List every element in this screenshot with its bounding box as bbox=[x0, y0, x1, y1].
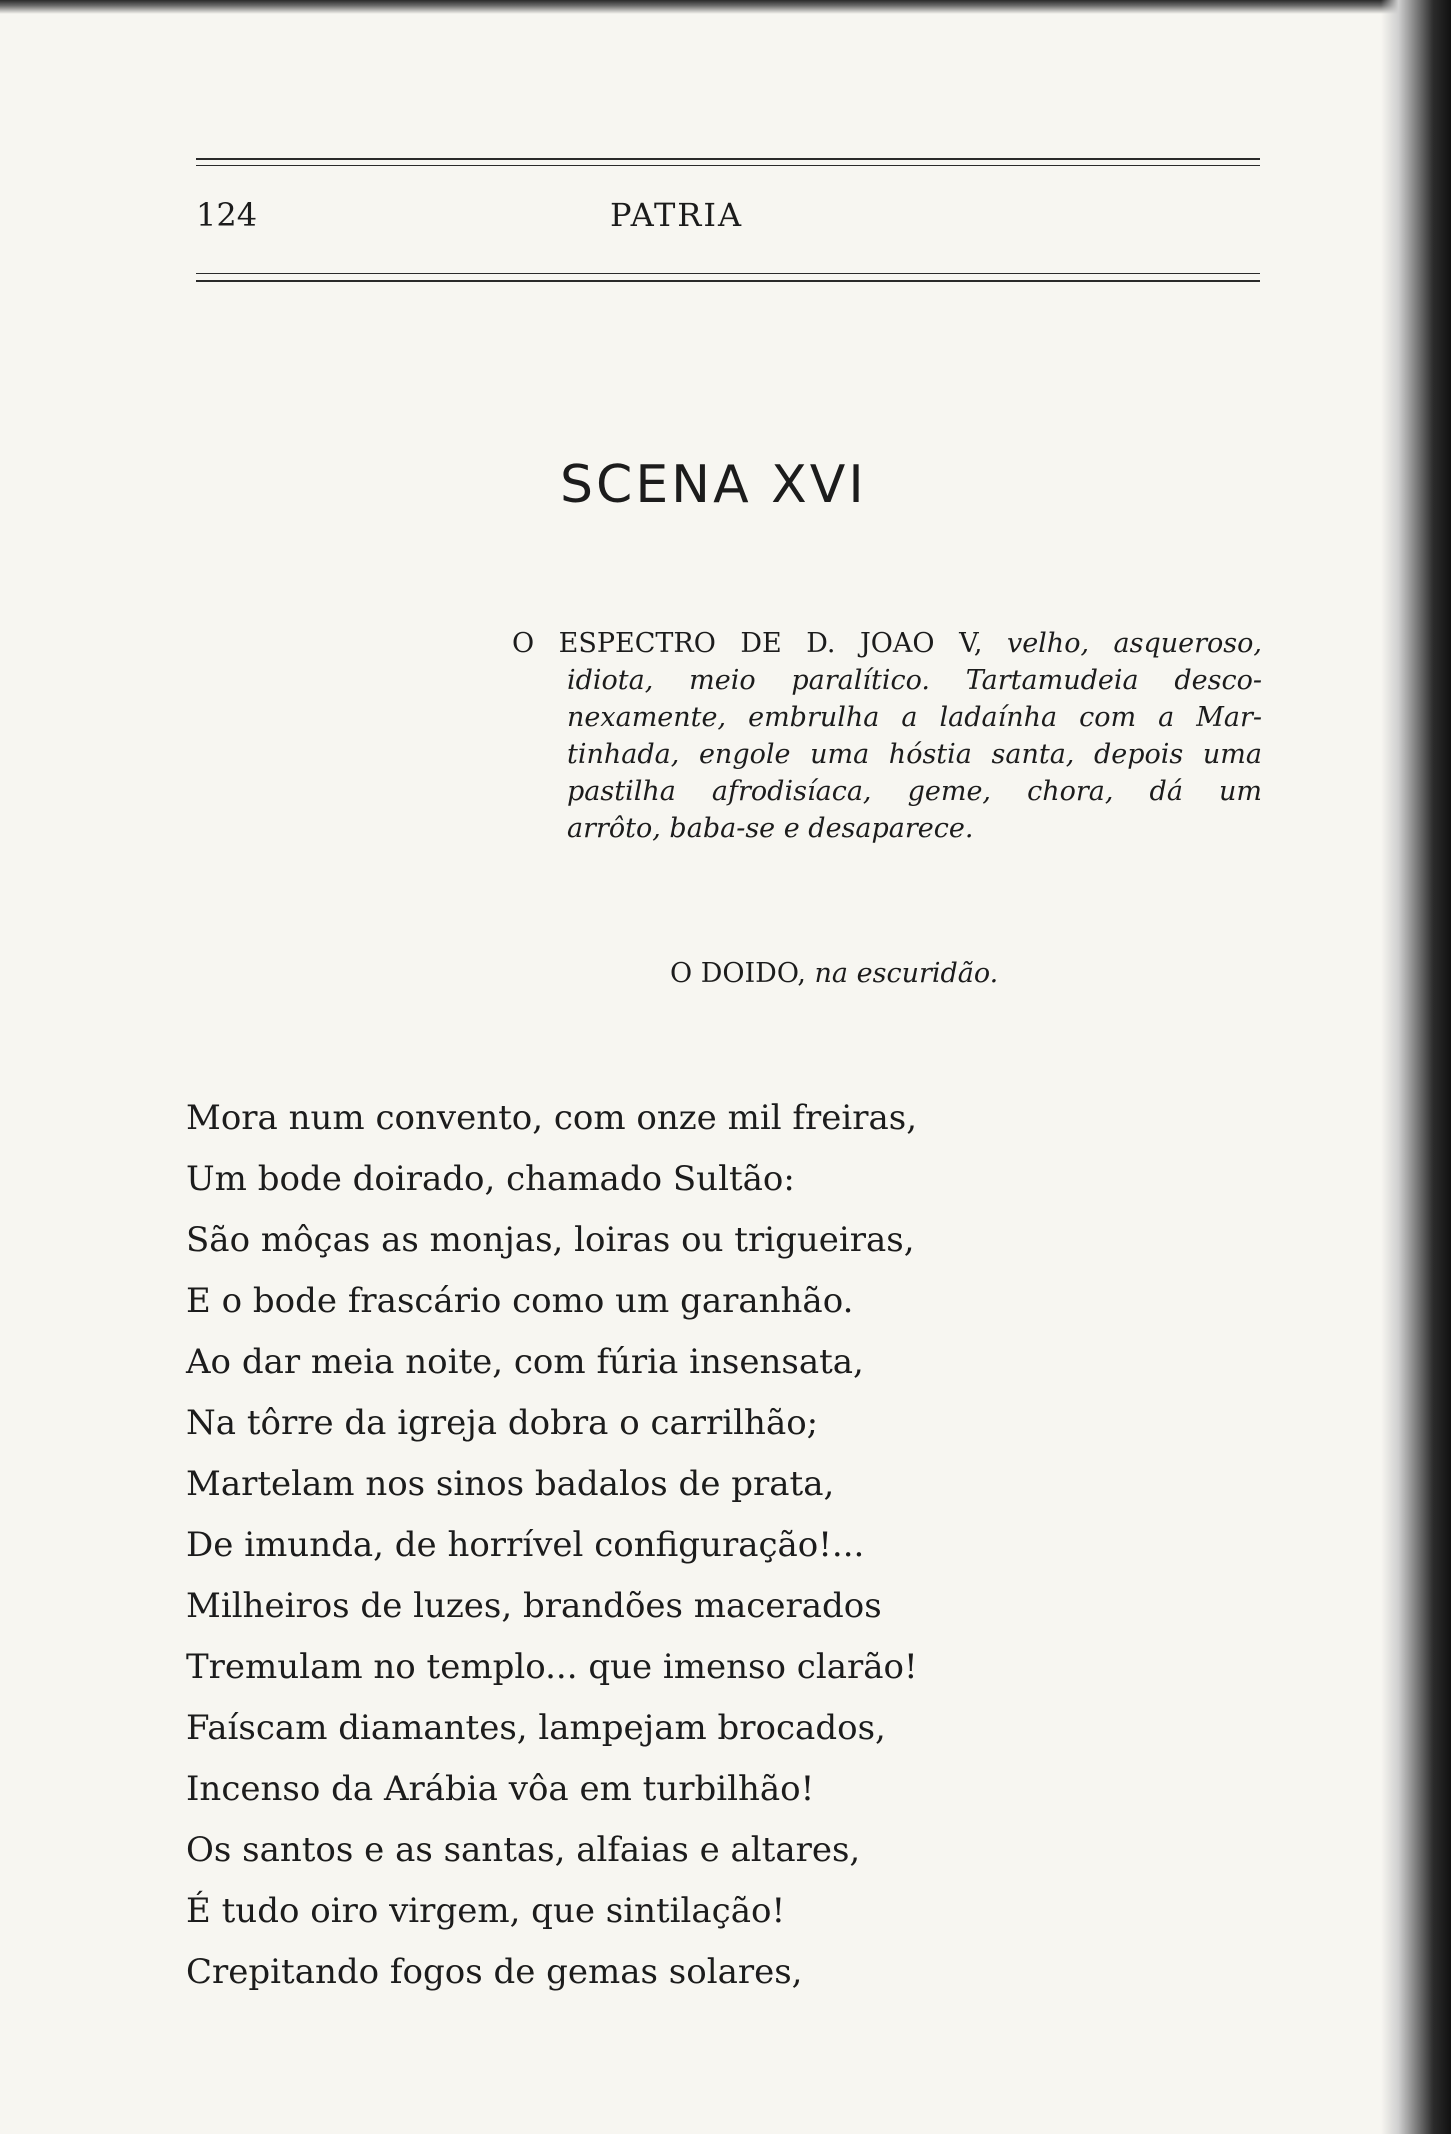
stage-direction-line-1 bbox=[512, 625, 1262, 662]
verse-line: Na tôrre da igreja dobra o carrilhão; bbox=[186, 1403, 819, 1443]
stage-direction-line-5: pastilha afrodisíaca, geme, chora, dá um bbox=[567, 776, 1262, 807]
header-rule-top bbox=[196, 158, 1260, 160]
stage-direction-line-4: tinhada, engole uma hóstia santa, depois uma bbox=[567, 739, 1262, 770]
stage-direction-line-2: idiota, meio paralítico. Tartamudeia desco- bbox=[567, 665, 1262, 696]
verse-line: São môças as monjas, loiras ou trigueiras, bbox=[186, 1220, 915, 1260]
header-rule-bottom bbox=[196, 280, 1260, 282]
page-number: 124 bbox=[196, 196, 258, 234]
verse-line: Um bode doirado, chamado Sultão: bbox=[186, 1159, 795, 1199]
verse-line: É tudo oiro virgem, que sintilação! bbox=[186, 1891, 786, 1931]
verse-line: E o bode frascário como um garanhão. bbox=[186, 1281, 854, 1321]
verse-line: Milheiros de luzes, brandões macerados bbox=[186, 1586, 882, 1626]
scene-title: SCENA XVI bbox=[560, 455, 867, 515]
stage-direction-line-6: arrôto, baba-se e desaparece. bbox=[567, 813, 974, 844]
header-rule-bottom-thin bbox=[196, 273, 1260, 274]
running-title: PATRIA bbox=[610, 196, 744, 234]
stage-character: O ESPECTRO DE D. JOAO V, bbox=[512, 628, 983, 659]
verse-line: Incenso da Arábia vôa em turbilhão! bbox=[186, 1769, 815, 1809]
verse-line: Martelam nos sinos badalos de prata, bbox=[186, 1464, 835, 1504]
page-top-edge bbox=[0, 0, 1451, 14]
stage-direction-line-3: nexamente, embrulha a ladaínha com a Mar- bbox=[567, 702, 1262, 733]
verse-line: Crepitando fogos de gemas solares, bbox=[186, 1952, 803, 1992]
verse-line: De imunda, de horrível configuração!... bbox=[186, 1525, 865, 1565]
verse-block bbox=[186, 1088, 918, 2003]
verse-line: Ao dar meia noite, com fúria insensata, bbox=[186, 1342, 864, 1382]
page-binding-shadow bbox=[1381, 0, 1451, 2134]
speaker-name: O DOIDO, bbox=[670, 958, 806, 989]
verse-line: Faíscam diamantes, lampejam brocados, bbox=[186, 1708, 886, 1748]
header-rule-top-thin bbox=[196, 165, 1260, 166]
verse-line: Tremulam no templo... que imenso clarão! bbox=[186, 1647, 918, 1687]
stage-direction bbox=[512, 625, 1262, 847]
verse-line: Os santos e as santas, alfaias e altares, bbox=[186, 1830, 861, 1870]
stage-direction-text: velho, asqueroso, bbox=[1006, 628, 1262, 659]
speaker-direction: na escuridão. bbox=[814, 958, 999, 989]
verse-line: Mora num convento, com onze mil freiras, bbox=[186, 1098, 918, 1138]
speaker-heading bbox=[670, 958, 998, 989]
